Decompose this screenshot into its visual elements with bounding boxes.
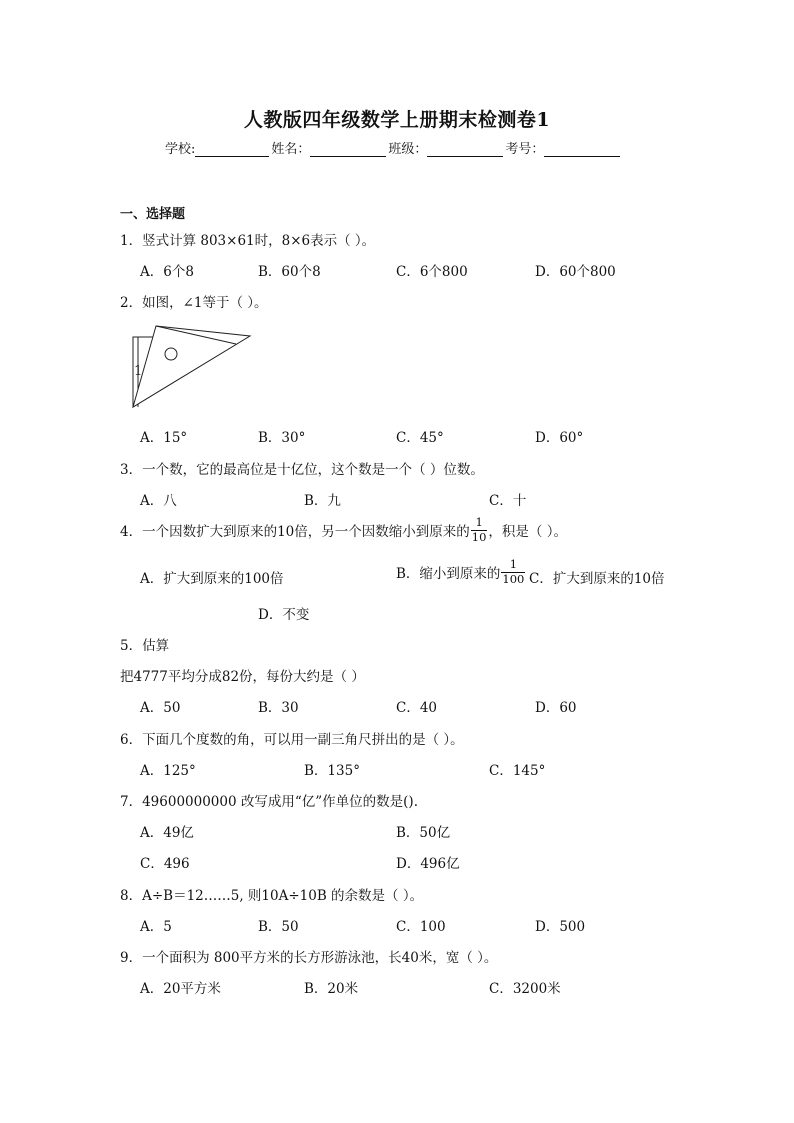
fraction-1-100 — [501, 559, 525, 585]
question-5-option-c: C．40 — [396, 700, 438, 716]
question-6-stem: 6．下面几个度数的角，可以用一副三角尺拼出的是（ ）。 — [120, 732, 464, 748]
question-6-option-c: C．145° — [489, 763, 546, 779]
question-7-option-d: D．496亿 — [396, 856, 460, 872]
exam-no-label: 考号： — [505, 142, 545, 157]
fraction-numerator: 1 — [475, 515, 483, 529]
question-8-option-d: D．500 — [535, 919, 586, 935]
question-4-option-b — [396, 559, 526, 585]
question-2-option-b: B．30° — [258, 430, 306, 446]
fraction-denominator: 100 — [502, 571, 525, 586]
question-3-stem: 3．一个数，它的最高位是十亿位，这个数是一个（ ）位数。 — [120, 462, 484, 478]
question-9-option-b: B．20米 — [304, 981, 359, 997]
question-5-subtext: 把4777平均分成82份，每份大约是（ ） — [120, 669, 365, 685]
section-title: 一、选择题 — [120, 207, 186, 222]
angle-1-label: 1 — [134, 364, 143, 379]
fraction-denominator: 10 — [471, 529, 487, 544]
question-9-stem: 9．一个面积为 800平方米的长方形游泳池，长40米，宽（ ）。 — [120, 950, 498, 966]
class-blank — [427, 142, 503, 157]
triangle-ruler-figure — [128, 322, 258, 416]
class-label: 班级： — [388, 142, 428, 157]
question-1-stem: 1．竖式计算 803×61时，8×6表示（ ）。 — [120, 233, 376, 249]
question-9-option-a: A．20平方米 — [140, 981, 221, 997]
question-3-option-c: C．十 — [489, 493, 527, 509]
question-4-stem — [120, 517, 567, 543]
question-2-stem: 2．如图，∠1等于（ ）。 — [120, 295, 268, 311]
question-4-option-c: C．扩大到原来的10倍 — [529, 571, 665, 587]
exam-no-blank — [544, 142, 620, 157]
question-1-option-d: D．60个800 — [535, 264, 616, 280]
question-6-option-b: B．135° — [304, 763, 360, 779]
question-7-option-c: C．496 — [140, 856, 190, 872]
question-2-option-c: C．45° — [396, 430, 444, 446]
question-7-option-b: B．50亿 — [396, 825, 451, 841]
question-8-option-a: A．5 — [140, 919, 172, 935]
question-4-stem-text: 4．一个因数扩大到原来的10倍，另一个因数缩小到原来的 — [120, 524, 470, 540]
question-4-option-d: D．不变 — [258, 607, 310, 623]
fraction-1-10 — [471, 517, 488, 543]
question-8-option-b: B．50 — [258, 919, 299, 935]
school-label: 学校: — [165, 142, 196, 157]
question-9-option-c: C．3200米 — [489, 981, 561, 997]
question-4-stem-end: ，积是（ ）。 — [488, 524, 567, 540]
question-3-option-b: B．九 — [304, 493, 341, 509]
question-5-option-d: D．60 — [535, 700, 577, 716]
question-6-option-a: A．125° — [140, 763, 196, 779]
question-7-stem: 7．49600000000 改写成用“亿”作单位的数是(). — [120, 794, 418, 810]
question-4-option-b-text: B．缩小到原来的 — [396, 566, 501, 582]
question-3-option-a: A．八 — [140, 493, 177, 509]
question-7-option-a: A．49亿 — [140, 825, 194, 841]
student-info-line — [165, 138, 622, 157]
question-8-stem: 8．A÷B＝12……5, 则10A÷10B 的余数是（ ）。 — [120, 888, 424, 904]
question-2-option-d: D．60° — [535, 430, 584, 446]
school-blank — [195, 142, 269, 157]
fraction-numerator: 1 — [509, 557, 518, 571]
question-8-option-c: C．100 — [396, 919, 446, 935]
page-title: 人教版四年级数学上册期末检测卷1 — [243, 109, 551, 131]
question-2-option-a: A．15° — [140, 430, 188, 446]
question-5-stem: 5．估算 — [120, 638, 170, 654]
name-label: 姓名： — [271, 142, 311, 157]
question-5-option-a: A．50 — [140, 700, 181, 716]
question-1-option-c: C．6个800 — [396, 264, 468, 280]
question-1-option-b: B．60个8 — [258, 264, 321, 280]
name-blank — [310, 142, 386, 157]
question-4-option-a: A．扩大到原来的100倍 — [140, 571, 284, 587]
question-5-option-b: B．30 — [258, 700, 299, 716]
question-1-option-a: A．6个8 — [140, 264, 194, 280]
